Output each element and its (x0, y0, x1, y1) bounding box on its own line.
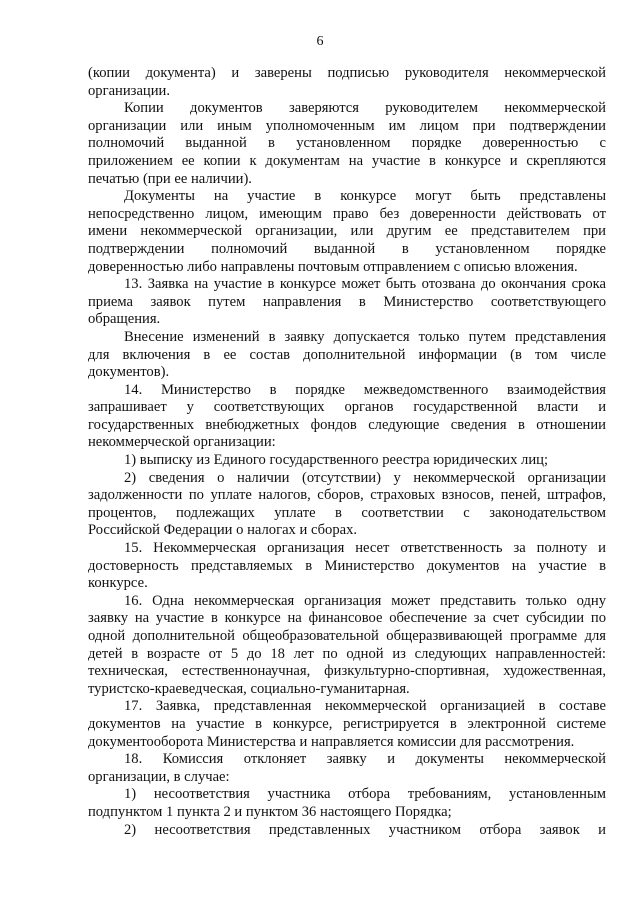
text-line: 13. Заявка на участие в конкурсе может быть отозвана до окончания срока (124, 276, 606, 293)
text-line: для включения в ее состав дополнительной информации (в том числе (88, 346, 606, 363)
text-line: документооборота Министерства и направляется комиссии для рассмотрения. (88, 733, 575, 750)
text-line: государственных внебюджетных фондов следующие сведения в отношении (88, 416, 606, 433)
text-line: организации или иным уполномоченным им лицом при подтверждении (88, 117, 606, 134)
text-line: заявку на участие в конкурсе на финансовое обеспечение за счет субсидии по (88, 610, 606, 627)
text-line: полномочий выданной в установленном порядке доверенностью с (88, 135, 606, 152)
text-line: некоммерческой организации: (88, 434, 276, 451)
text-line: приема заявок путем направления в Министерство соответствующего (88, 293, 606, 310)
text-line: имени некоммерческой организации, или другим ее представителем при (88, 223, 606, 240)
text-line: задолженности по уплате налогов, сборов, страховых взносов, пеней, штрафов, (88, 487, 606, 504)
text-line: доверенностью либо направлены почтовым отправлением с описью вложения. (88, 258, 578, 275)
text-line: 16. Одна некоммерческая организация может представить только одну (124, 592, 606, 609)
text-line: достоверность представляемых в Министерство документов на участие в (88, 557, 606, 574)
text-line: документов). (88, 364, 170, 381)
text-line: 2) сведения о наличии (отсутствии) у некоммерческой организации (124, 469, 606, 486)
text-line: конкурсе. (88, 575, 148, 592)
text-line: туристско-краеведческая, социально-гуманитарная. (88, 680, 410, 697)
text-line: детей в возрасте от 5 до 18 лет по одной из следующих направленностей: (88, 645, 606, 662)
text-line: техническая, естественнонаучная, физкультурно-спортивная, художественная, (88, 663, 606, 680)
text-line: организации, в случае: (88, 768, 230, 785)
text-line: 2) несоответствия представленных участником отбора заявок и (124, 821, 606, 838)
text-line: подпунктом 1 пункта 2 и пунктом 36 настоящего Порядка; (88, 803, 452, 820)
text-line: 1) выписку из Единого государственного реестра юридических лиц; (124, 452, 549, 469)
text-line: непосредственно лицом, имеющим право без доверенности действовать от (88, 205, 606, 222)
text-line: Копии документов заверяются руководителем некоммерческой (124, 100, 606, 117)
text-line: 15. Некоммерческая организация несет ответственность за полноту и (124, 540, 606, 557)
text-line: Документы на участие в конкурсе могут быть представлены (124, 188, 606, 205)
text-line: Внесение изменений в заявку допускается только путем представления (124, 328, 606, 345)
text-line: приложением ее копии к документам на участие в конкурсе и скрепляются (88, 152, 606, 169)
text-line: 1) несоответствия участника отбора требованиям, установленным (124, 786, 606, 803)
text-line: 17. Заявка, представленная некоммерческой организацией в составе (124, 698, 606, 715)
text-line: обращения. (88, 311, 161, 328)
text-line: подтверждении полномочий выданной в установленном порядке (88, 240, 606, 257)
text-line: (копии документа) и заверены подписью руководителя некоммерческой (88, 65, 606, 81)
text-line: 18. Комиссия отклоняет заявку и документы некоммерческой (124, 751, 606, 768)
text-line: запрашивает у соответствующих органов государственной власти и (88, 399, 606, 416)
text-line: документов на участие в конкурсе, регистрируется в электронной системе (88, 715, 606, 732)
text-line: процентов, подлежащих уплате в соответствии с законодательством (88, 504, 606, 521)
text-line: печатью (при ее наличии). (88, 170, 252, 187)
page-number: 6 (316, 34, 324, 49)
text-line: одной дополнительной общеобразовательной общеразвивающей программе для (88, 628, 606, 644)
text-line: 14. Министерство в порядке межведомственного взаимодействия (124, 381, 606, 398)
text-line: Российской Федерации о налогах и сборах. (88, 522, 358, 539)
document-body (88, 65, 606, 839)
text-line: организации. (88, 82, 170, 99)
